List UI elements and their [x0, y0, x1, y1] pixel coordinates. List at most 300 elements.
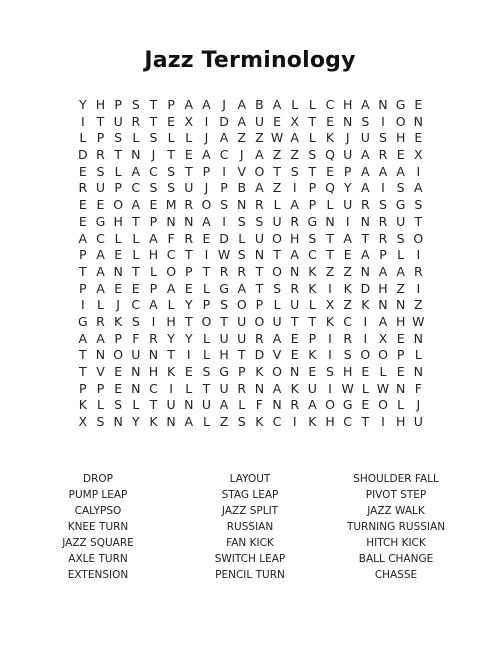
- grid-letter[interactable]: T: [361, 414, 370, 430]
- grid-letter[interactable]: U: [290, 297, 300, 313]
- grid-letter[interactable]: C: [272, 414, 282, 430]
- grid-letter[interactable]: N: [184, 397, 194, 413]
- grid-letter[interactable]: I: [328, 380, 332, 396]
- grid-letter[interactable]: T: [167, 147, 175, 163]
- grid-letter[interactable]: J: [345, 130, 350, 146]
- grid-letter[interactable]: S: [96, 414, 105, 430]
- grid-letter[interactable]: S: [149, 180, 158, 196]
- grid-letter[interactable]: K: [361, 297, 370, 313]
- grid-letter[interactable]: A: [272, 380, 282, 396]
- grid-letter[interactable]: A: [202, 97, 211, 112]
- grid-letter[interactable]: N: [325, 213, 335, 229]
- grid-letter[interactable]: T: [273, 163, 281, 179]
- grid-letter[interactable]: T: [290, 313, 299, 329]
- grid-letter[interactable]: A: [96, 280, 105, 296]
- grid-letter[interactable]: O: [272, 263, 282, 279]
- grid-letter[interactable]: S: [290, 163, 299, 179]
- grid-letter[interactable]: R: [255, 330, 264, 346]
- grid-letter[interactable]: N: [131, 364, 141, 379]
- grid-letter[interactable]: P: [184, 263, 193, 279]
- grid-letter[interactable]: F: [167, 230, 175, 246]
- grid-letter[interactable]: N: [360, 263, 370, 279]
- grid-letter[interactable]: S: [96, 163, 105, 179]
- grid-letter[interactable]: N: [148, 347, 159, 363]
- grid-letter[interactable]: T: [273, 247, 281, 263]
- grid-letter[interactable]: E: [308, 364, 317, 379]
- grid-letter[interactable]: U: [272, 213, 282, 229]
- grid-letter[interactable]: S: [237, 213, 246, 229]
- grid-letter[interactable]: E: [290, 347, 299, 363]
- grid-letter[interactable]: A: [166, 280, 176, 296]
- grid-letter[interactable]: Z: [272, 180, 282, 196]
- grid-letter[interactable]: F: [255, 397, 263, 413]
- grid-letter[interactable]: L: [79, 130, 87, 146]
- grid-letter[interactable]: E: [184, 280, 193, 296]
- grid-letter[interactable]: S: [220, 297, 229, 313]
- grid-letter[interactable]: L: [97, 297, 104, 313]
- grid-letter[interactable]: I: [345, 213, 350, 229]
- grid-letter[interactable]: P: [308, 330, 317, 346]
- grid-letter[interactable]: S: [255, 213, 264, 229]
- grid-letter[interactable]: L: [132, 397, 140, 413]
- grid-letter[interactable]: N: [342, 113, 353, 129]
- grid-letter[interactable]: J: [222, 97, 226, 112]
- grid-letter[interactable]: G: [307, 213, 318, 229]
- grid-letter[interactable]: R: [78, 180, 88, 196]
- grid-letter[interactable]: E: [114, 247, 123, 263]
- grid-letter[interactable]: R: [219, 263, 229, 279]
- grid-letter[interactable]: K: [78, 397, 87, 413]
- grid-letter[interactable]: C: [96, 230, 105, 246]
- grid-letter[interactable]: P: [79, 380, 87, 396]
- grid-letter[interactable]: P: [114, 180, 122, 196]
- grid-letter[interactable]: L: [185, 130, 193, 146]
- grid-letter[interactable]: U: [237, 313, 247, 329]
- grid-letter[interactable]: K: [255, 364, 264, 379]
- grid-letter[interactable]: L: [273, 297, 281, 313]
- grid-letter[interactable]: I: [381, 180, 385, 196]
- grid-letter[interactable]: S: [131, 97, 140, 112]
- grid-letter[interactable]: X: [184, 113, 194, 129]
- grid-letter[interactable]: O: [325, 397, 335, 413]
- grid-letter[interactable]: A: [290, 247, 299, 263]
- grid-letter[interactable]: S: [396, 180, 405, 196]
- grid-letter[interactable]: A: [361, 247, 370, 263]
- grid-letter[interactable]: U: [219, 330, 229, 346]
- grid-letter[interactable]: C: [343, 414, 353, 430]
- grid-letter[interactable]: X: [378, 330, 388, 346]
- grid-letter[interactable]: I: [328, 347, 332, 363]
- grid-letter[interactable]: G: [219, 280, 229, 296]
- grid-letter[interactable]: N: [166, 213, 176, 229]
- grid-letter[interactable]: T: [131, 213, 140, 229]
- grid-letter[interactable]: L: [238, 230, 246, 246]
- grid-letter[interactable]: P: [308, 180, 317, 196]
- grid-letter[interactable]: P: [396, 347, 405, 363]
- grid-letter[interactable]: T: [96, 113, 105, 129]
- grid-letter[interactable]: C: [131, 180, 141, 196]
- grid-letter[interactable]: S: [131, 313, 140, 329]
- grid-letter[interactable]: N: [113, 263, 123, 279]
- grid-letter[interactable]: J: [239, 147, 244, 163]
- grid-letter[interactable]: P: [202, 163, 211, 179]
- grid-letter[interactable]: A: [219, 130, 229, 146]
- grid-letter[interactable]: I: [222, 163, 226, 179]
- grid-letter[interactable]: S: [308, 230, 317, 246]
- grid-letter[interactable]: R: [290, 213, 300, 229]
- grid-letter[interactable]: O: [166, 263, 177, 279]
- grid-letter[interactable]: N: [378, 97, 388, 112]
- grid-letter[interactable]: U: [201, 397, 211, 413]
- grid-letter[interactable]: H: [95, 97, 106, 112]
- grid-letter[interactable]: H: [219, 347, 229, 363]
- grid-letter[interactable]: W: [412, 313, 425, 329]
- grid-letter[interactable]: T: [308, 313, 317, 329]
- grid-letter[interactable]: E: [167, 113, 176, 129]
- grid-letter[interactable]: T: [255, 263, 264, 279]
- grid-letter[interactable]: B: [237, 180, 247, 196]
- grid-letter[interactable]: E: [396, 147, 405, 163]
- grid-letter[interactable]: W: [270, 130, 284, 146]
- grid-letter[interactable]: E: [326, 113, 334, 129]
- grid-letter[interactable]: R: [378, 213, 388, 229]
- grid-letter[interactable]: L: [414, 347, 422, 363]
- grid-letter[interactable]: R: [290, 280, 300, 296]
- grid-letter[interactable]: R: [184, 230, 194, 246]
- grid-letter[interactable]: Q: [325, 147, 335, 163]
- grid-letter[interactable]: R: [184, 197, 194, 213]
- grid-letter[interactable]: N: [166, 414, 176, 430]
- grid-letter[interactable]: N: [272, 397, 282, 413]
- grid-letter[interactable]: L: [132, 230, 140, 246]
- grid-letter[interactable]: K: [114, 313, 123, 329]
- grid-letter[interactable]: P: [255, 297, 264, 313]
- grid-letter[interactable]: I: [416, 280, 421, 296]
- grid-letter[interactable]: A: [184, 97, 194, 112]
- grid-letter[interactable]: C: [131, 297, 141, 313]
- grid-letter[interactable]: J: [204, 130, 209, 146]
- grid-letter[interactable]: C: [219, 147, 229, 163]
- grid-letter[interactable]: C: [166, 247, 176, 263]
- grid-letter[interactable]: S: [343, 347, 352, 363]
- grid-letter[interactable]: T: [326, 230, 334, 246]
- grid-letter[interactable]: U: [113, 113, 123, 129]
- grid-letter[interactable]: S: [326, 364, 334, 379]
- grid-letter[interactable]: V: [237, 163, 247, 179]
- grid-letter[interactable]: O: [254, 313, 265, 329]
- grid-letter[interactable]: L: [202, 280, 210, 296]
- grid-letter[interactable]: O: [201, 313, 212, 329]
- grid-letter[interactable]: D: [78, 147, 88, 163]
- grid-letter[interactable]: H: [342, 364, 353, 379]
- grid-letter[interactable]: T: [149, 397, 158, 413]
- grid-letter[interactable]: W: [341, 380, 354, 396]
- grid-letter[interactable]: U: [343, 197, 353, 213]
- grid-letter[interactable]: A: [149, 230, 158, 246]
- grid-letter[interactable]: Z: [219, 414, 229, 430]
- grid-letter[interactable]: P: [79, 280, 87, 296]
- grid-letter[interactable]: E: [396, 330, 405, 346]
- grid-letter[interactable]: G: [219, 364, 229, 379]
- grid-letter[interactable]: J: [151, 147, 156, 163]
- grid-letter[interactable]: R: [360, 197, 370, 213]
- grid-letter[interactable]: E: [202, 230, 211, 246]
- grid-letter[interactable]: S: [237, 414, 246, 430]
- grid-letter[interactable]: I: [416, 163, 421, 179]
- grid-letter[interactable]: D: [360, 280, 371, 296]
- grid-letter[interactable]: A: [202, 213, 211, 229]
- grid-letter[interactable]: P: [96, 380, 105, 396]
- grid-letter[interactable]: Z: [343, 263, 352, 279]
- grid-letter[interactable]: S: [379, 130, 387, 146]
- grid-letter[interactable]: N: [413, 113, 423, 129]
- grid-letter[interactable]: U: [254, 230, 264, 246]
- grid-letter[interactable]: T: [202, 263, 211, 279]
- grid-letter[interactable]: J: [116, 297, 120, 313]
- grid-letter[interactable]: A: [149, 297, 158, 313]
- grid-letter[interactable]: A: [378, 163, 388, 179]
- grid-letter[interactable]: E: [149, 197, 158, 213]
- grid-letter[interactable]: E: [290, 330, 299, 346]
- grid-letter[interactable]: T: [202, 380, 211, 396]
- grid-letter[interactable]: A: [361, 147, 370, 163]
- grid-letter[interactable]: N: [131, 147, 141, 163]
- grid-letter[interactable]: P: [167, 97, 175, 112]
- grid-letter[interactable]: N: [395, 380, 406, 396]
- grid-letter[interactable]: P: [220, 180, 228, 196]
- grid-letter[interactable]: M: [165, 197, 177, 213]
- grid-letter[interactable]: N: [395, 297, 406, 313]
- grid-letter[interactable]: A: [96, 330, 105, 346]
- grid-letter[interactable]: A: [78, 330, 88, 346]
- grid-letter[interactable]: I: [204, 113, 209, 129]
- grid-letter[interactable]: S: [237, 247, 246, 263]
- grid-letter[interactable]: O: [360, 347, 371, 363]
- grid-letter[interactable]: N: [131, 380, 141, 396]
- grid-letter[interactable]: K: [308, 347, 317, 363]
- grid-letter[interactable]: U: [237, 330, 247, 346]
- grid-letter[interactable]: E: [396, 364, 405, 379]
- grid-letter[interactable]: N: [254, 247, 265, 263]
- grid-letter[interactable]: S: [114, 130, 123, 146]
- grid-letter[interactable]: R: [255, 197, 264, 213]
- grid-letter[interactable]: P: [79, 247, 87, 263]
- grid-letter[interactable]: A: [237, 113, 247, 129]
- grid-letter[interactable]: I: [363, 313, 368, 329]
- grid-letter[interactable]: T: [414, 213, 423, 229]
- grid-letter[interactable]: V: [272, 347, 282, 363]
- grid-letter[interactable]: E: [131, 280, 140, 296]
- grid-letter[interactable]: K: [149, 414, 158, 430]
- grid-letter[interactable]: S: [308, 147, 317, 163]
- grid-letter[interactable]: O: [113, 347, 124, 363]
- grid-letter[interactable]: E: [361, 364, 370, 379]
- grid-letter[interactable]: N: [413, 364, 423, 379]
- grid-letter[interactable]: S: [167, 180, 176, 196]
- grid-letter[interactable]: G: [77, 313, 88, 329]
- grid-letter[interactable]: X: [325, 297, 335, 313]
- grid-letter[interactable]: P: [96, 130, 105, 146]
- grid-letter[interactable]: E: [326, 163, 334, 179]
- grid-letter[interactable]: P: [114, 97, 122, 112]
- grid-letter[interactable]: U: [343, 147, 353, 163]
- grid-letter[interactable]: P: [343, 163, 352, 179]
- grid-letter[interactable]: N: [413, 330, 423, 346]
- grid-letter[interactable]: A: [290, 130, 299, 146]
- grid-letter[interactable]: K: [325, 313, 335, 329]
- grid-letter[interactable]: T: [131, 263, 140, 279]
- grid-letter[interactable]: U: [254, 113, 264, 129]
- grid-letter[interactable]: Z: [237, 130, 247, 146]
- grid-letter[interactable]: E: [78, 197, 87, 213]
- grid-letter[interactable]: A: [290, 197, 299, 213]
- grid-letter[interactable]: H: [290, 230, 300, 246]
- grid-letter[interactable]: P: [149, 213, 158, 229]
- grid-letter[interactable]: X: [78, 414, 88, 430]
- grid-letter[interactable]: A: [272, 97, 282, 112]
- grid-letter[interactable]: I: [328, 280, 332, 296]
- grid-letter[interactable]: S: [273, 280, 282, 296]
- grid-letter[interactable]: L: [167, 130, 175, 146]
- grid-letter[interactable]: L: [202, 414, 210, 430]
- grid-letter[interactable]: L: [379, 364, 387, 379]
- grid-letter[interactable]: T: [79, 347, 87, 363]
- grid-letter[interactable]: D: [254, 347, 265, 363]
- grid-letter[interactable]: L: [185, 380, 193, 396]
- grid-letter[interactable]: A: [343, 230, 352, 246]
- grid-letter[interactable]: I: [292, 180, 297, 196]
- grid-letter[interactable]: A: [255, 147, 264, 163]
- grid-letter[interactable]: E: [78, 213, 87, 229]
- grid-letter[interactable]: G: [395, 97, 406, 112]
- grid-letter[interactable]: A: [237, 280, 247, 296]
- grid-letter[interactable]: T: [220, 313, 228, 329]
- grid-letter[interactable]: C: [307, 247, 317, 263]
- grid-letter[interactable]: J: [416, 397, 421, 413]
- grid-letter[interactable]: A: [378, 313, 388, 329]
- grid-letter[interactable]: T: [361, 230, 370, 246]
- grid-letter[interactable]: K: [167, 364, 176, 379]
- grid-letter[interactable]: T: [149, 113, 158, 129]
- grid-letter[interactable]: P: [202, 297, 211, 313]
- grid-letter[interactable]: T: [184, 313, 193, 329]
- grid-letter[interactable]: I: [328, 330, 332, 346]
- grid-letter[interactable]: A: [219, 397, 229, 413]
- grid-letter[interactable]: I: [169, 380, 173, 396]
- grid-letter[interactable]: L: [308, 130, 316, 146]
- grid-letter[interactable]: T: [149, 97, 158, 112]
- grid-letter[interactable]: S: [202, 364, 211, 379]
- grid-letter[interactable]: U: [396, 213, 406, 229]
- grid-letter[interactable]: T: [184, 163, 193, 179]
- grid-letter[interactable]: E: [273, 113, 281, 129]
- grid-letter[interactable]: A: [255, 180, 264, 196]
- grid-letter[interactable]: I: [363, 330, 368, 346]
- grid-letter[interactable]: H: [148, 247, 159, 263]
- grid-letter[interactable]: X: [414, 147, 423, 163]
- grid-letter[interactable]: K: [290, 380, 299, 396]
- grid-letter[interactable]: U: [184, 180, 194, 196]
- grid-letter[interactable]: C: [149, 380, 158, 396]
- grid-letter[interactable]: P: [237, 364, 246, 379]
- grid-letter[interactable]: S: [114, 397, 123, 413]
- grid-letter[interactable]: L: [273, 197, 281, 213]
- grid-letter[interactable]: I: [80, 297, 85, 313]
- grid-letter[interactable]: H: [148, 364, 159, 379]
- grid-letter[interactable]: N: [378, 297, 388, 313]
- grid-letter[interactable]: Y: [184, 330, 193, 346]
- grid-letter[interactable]: V: [96, 364, 105, 379]
- grid-letter[interactable]: K: [308, 263, 317, 279]
- grid-letter[interactable]: A: [96, 247, 105, 263]
- grid-letter[interactable]: E: [114, 364, 123, 379]
- grid-letter[interactable]: H: [395, 313, 406, 329]
- grid-letter[interactable]: L: [238, 397, 246, 413]
- grid-letter[interactable]: N: [360, 213, 370, 229]
- grid-letter[interactable]: O: [378, 397, 388, 413]
- grid-letter[interactable]: K: [255, 414, 264, 430]
- grid-letter[interactable]: O: [254, 163, 265, 179]
- grid-letter[interactable]: Q: [325, 180, 335, 196]
- grid-letter[interactable]: L: [202, 347, 210, 363]
- grid-letter[interactable]: A: [378, 263, 388, 279]
- grid-letter[interactable]: D: [219, 230, 229, 246]
- grid-letter[interactable]: R: [96, 147, 105, 163]
- grid-letter[interactable]: I: [292, 414, 297, 430]
- grid-letter[interactable]: N: [254, 380, 265, 396]
- grid-letter[interactable]: Y: [131, 414, 140, 430]
- grid-letter[interactable]: H: [113, 213, 123, 229]
- grid-letter[interactable]: L: [132, 247, 140, 263]
- grid-letter[interactable]: R: [290, 397, 300, 413]
- grid-letter[interactable]: A: [308, 397, 317, 413]
- grid-letter[interactable]: R: [131, 113, 141, 129]
- grid-letter[interactable]: Y: [343, 180, 352, 196]
- grid-letter[interactable]: L: [202, 330, 210, 346]
- grid-letter[interactable]: L: [132, 130, 140, 146]
- grid-letter[interactable]: K: [325, 130, 335, 146]
- grid-letter[interactable]: Y: [79, 97, 87, 112]
- grid-letter[interactable]: U: [219, 380, 229, 396]
- grid-letter[interactable]: A: [272, 330, 282, 346]
- grid-letter[interactable]: Z: [414, 297, 423, 313]
- grid-letter[interactable]: K: [343, 280, 352, 296]
- grid-letter[interactable]: W: [217, 247, 231, 263]
- grid-letter[interactable]: D: [219, 113, 229, 129]
- grid-letter[interactable]: A: [131, 197, 141, 213]
- grid-letter[interactable]: S: [396, 230, 405, 246]
- grid-letter[interactable]: C: [149, 163, 158, 179]
- grid-letter[interactable]: E: [96, 197, 105, 213]
- grid-letter[interactable]: P: [114, 330, 122, 346]
- grid-letter[interactable]: T: [79, 263, 87, 279]
- grid-letter[interactable]: S: [414, 197, 423, 213]
- grid-letter[interactable]: N: [290, 263, 300, 279]
- grid-letter[interactable]: O: [413, 230, 424, 246]
- grid-letter[interactable]: R: [343, 330, 353, 346]
- grid-letter[interactable]: T: [167, 347, 175, 363]
- grid-letter[interactable]: E: [78, 163, 87, 179]
- grid-letter[interactable]: I: [222, 213, 226, 229]
- grid-letter[interactable]: T: [237, 347, 246, 363]
- grid-letter[interactable]: A: [78, 230, 88, 246]
- grid-letter[interactable]: A: [414, 180, 423, 196]
- grid-letter[interactable]: U: [166, 397, 176, 413]
- grid-letter[interactable]: E: [184, 364, 193, 379]
- grid-letter[interactable]: R: [237, 263, 247, 279]
- grid-letter[interactable]: H: [378, 280, 388, 296]
- grid-letter[interactable]: J: [204, 180, 209, 196]
